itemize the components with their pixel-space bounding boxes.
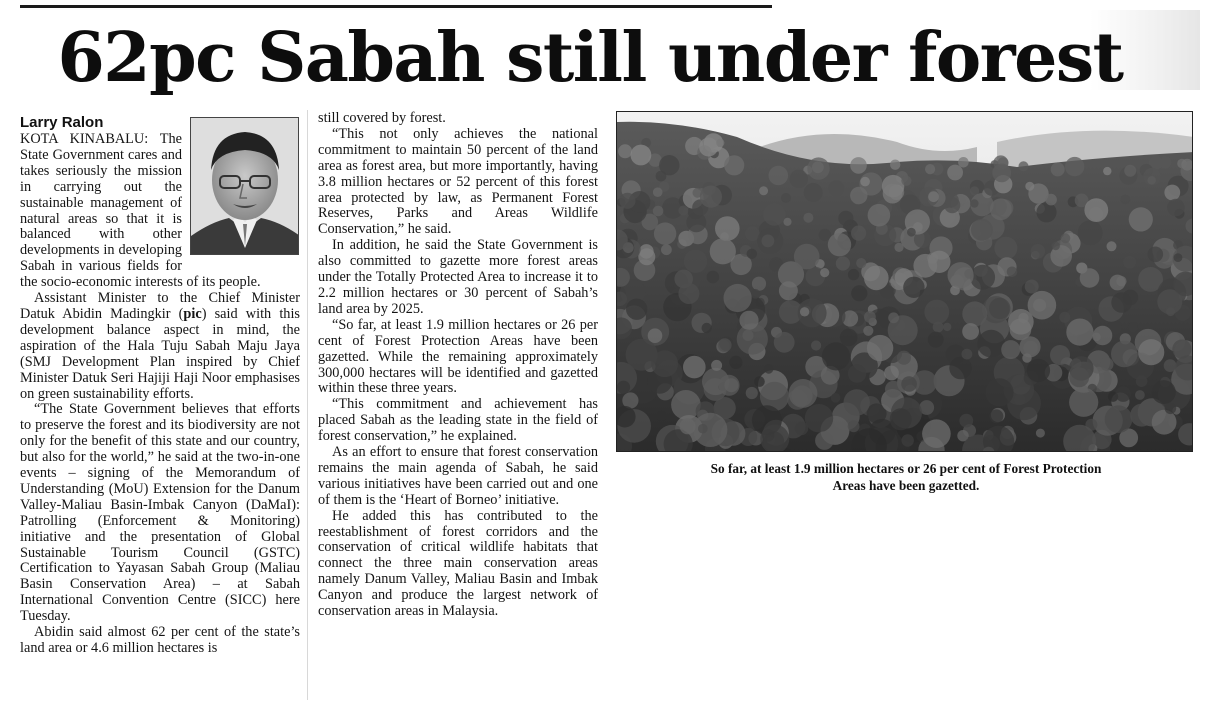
- article-column-2: [318, 111, 598, 620]
- article-paragraph: “So far, at least 1.9 million hectares or 26 per cent of Forest Protection Areas have been gazetted. While the remaining approximately 300,000 hectares will be identified and gazetted within these three years.: [318, 316, 598, 397]
- article-paragraph: Abidin said almost 62 per cent of the state’s land area or 4.6 million hectares is: [20, 624, 300, 656]
- article-paragraph: still covered by forest.: [318, 110, 446, 126]
- headline: 62pc Sabah still under forest: [57, 18, 1123, 98]
- article-column-1: [20, 132, 300, 657]
- top-rule: [20, 5, 772, 8]
- article-paragraph: KOTA KINABALU: The State Government cares and takes seriously the mission in carrying out the sustainable management of natural areas so that it is balanced with other developments in developing Sabah in various fields for the socio-economic interests of its people.: [20, 131, 261, 291]
- forest-photo: [616, 111, 1193, 452]
- byline: Larry Ralon: [20, 114, 104, 131]
- article-paragraph: “This not only achieves the national commitment to maintain 50 percent of the land area as forest area, but more importantly, having 3.8 million hectares or 52 percent of this forest area protected by law, as Permanent Forest Reserves, Parks and Areas Wildlife Conservation,” he said.: [318, 125, 598, 238]
- article-paragraph: Assistant Minister to the Chief Minister Datuk Abidin Madingkir (pic) said with this development balance aspect in mind, the aspiration of the Hala Tuju Sabah Maju Jaya (SMJ Development Plan inspired by Chief Minister Datuk Seri Hajiji Haji Noor emphasises on green sustainability efforts.: [20, 290, 300, 402]
- article-paragraph: As an effort to ensure that forest conservation remains the main agenda of Sabah, he said various initiatives have been carried out and one of them is the ‘Heart of Borneo’ initiative.: [318, 444, 598, 508]
- article-paragraph: “This commitment and achievement has placed Sabah as the leading state in the field of forest conservation,” he explained.: [318, 396, 598, 445]
- article-paragraph: He added this has contributed to the reestablishment of forest corridors and the conservation of critical wildlife habitats that connect the three main conservation areas namely Danum Valley, Maliau Basin and Imbak Canyon and produce the largest network of conservation areas in Malaysia.: [318, 507, 598, 620]
- article-paragraph: “The State Government believes that efforts to preserve the forest and its biodiversity are not only for the benefit of this state and our country, but also for the world,” he said at the two-in-one events – signing of the Memorandum of Understanding (MoU) Extension for the Danum Valley-Maliau Basin-Imbak Canyon (DaMaI): Patrolling (Enforcement & Monitoring) initiative and the presentation of Global Sustainable Tourism Council (GSTC) Certification to Yayasan Sabah Group (Maliau Basin Conservation Area) – at Sabah International Convention Centre (SICC) here Tuesday.: [20, 401, 300, 625]
- photo-caption: So far, at least 1.9 million hectares or 26 per cent of Forest Protection Areas have been gazetted.: [710, 461, 1102, 493]
- article-paragraph: In addition, he said the State Government is also committed to gazette more forest areas under the Totally Protected Area to increase it to 2.2 million hectares or 30 percent of Sabah’s land area by 2025.: [318, 237, 598, 317]
- portrait-wrap-space: [182, 132, 300, 262]
- column-divider: [307, 110, 308, 700]
